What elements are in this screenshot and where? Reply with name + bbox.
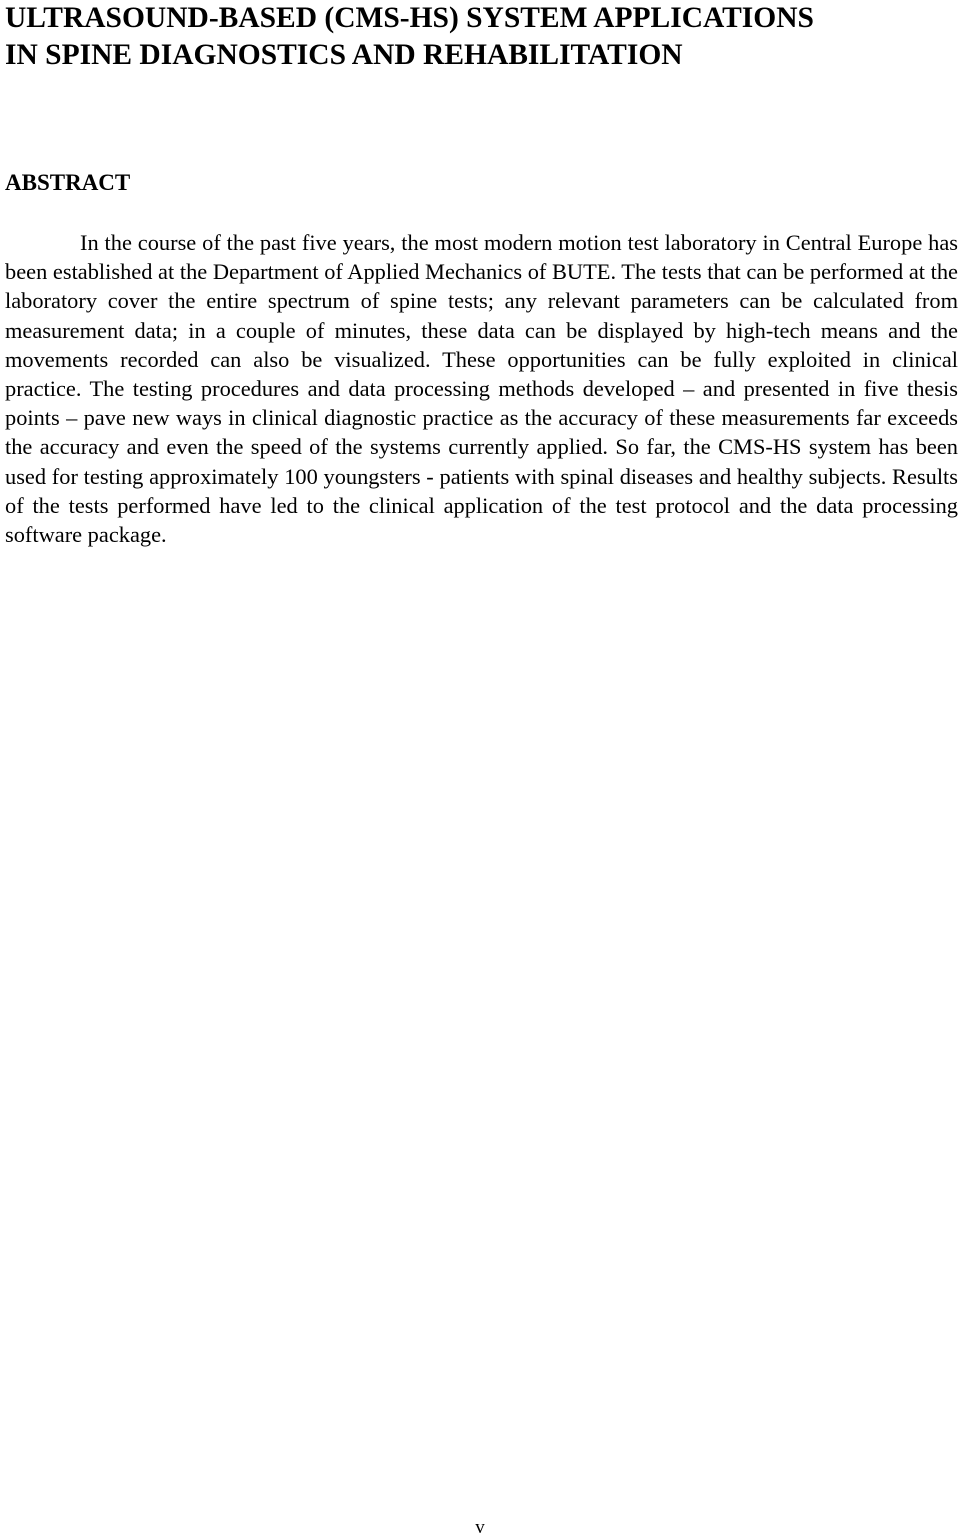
document-title-line-1: ULTRASOUND-BASED (CMS-HS) SYSTEM APPLICATIONS	[5, 2, 814, 34]
document-title	[5, 0, 950, 74]
abstract-paragraph: In the course of the past five years, the most modern motion test laboratory in Central Europe has been established at the Department of Applied Mechanics of BUTE. The tests that can be performed at the laboratory cover the entire spectrum of spine tests; any relevant parameters can be calculated from measurement data; in a couple of minutes, these data can be displayed by high-tech means and the movements recorded can also be visualized. These opportunities can be fully exploited in clinical practice. The testing procedures and data processing methods developed – and presented in five thesis points – pave new ways in clinical diagnostic practice as the accuracy of these measurements far exceeds the accuracy and even the speed of the systems currently applied. So far, the CMS-HS system has been used for testing approximately 100 youngsters - patients with spinal diseases and healthy subjects. Results of the tests performed have led to the clinical application of the test protocol and the data processing software package.	[5, 230, 958, 548]
page-number: v	[475, 1517, 485, 1538]
abstract-heading: ABSTRACT	[5, 170, 131, 195]
document-title-line-2: IN SPINE DIAGNOSTICS AND REHABILITATION	[5, 39, 683, 71]
